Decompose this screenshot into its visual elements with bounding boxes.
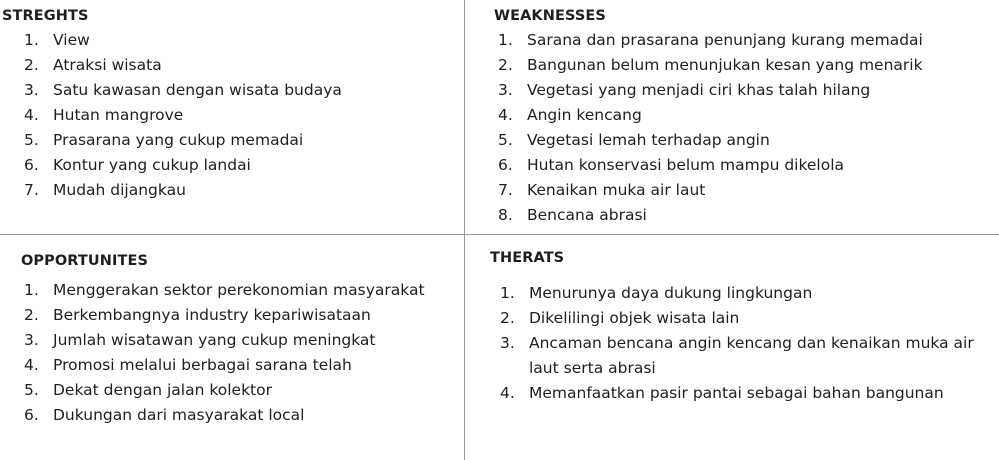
item-text: Hutan mangrove xyxy=(53,106,184,124)
threats-quadrant xyxy=(490,250,989,406)
item-number: 3. xyxy=(498,81,513,99)
item-text: Vegetasi yang menjadi ciri khas talah hilang xyxy=(527,81,871,99)
item-text: Menggerakan sektor perekonomian masyarakat xyxy=(53,281,425,299)
item-number: 2. xyxy=(500,309,515,327)
item-number: 5. xyxy=(24,381,39,399)
weaknesses-quadrant xyxy=(494,8,923,228)
item-number: 3. xyxy=(24,331,39,349)
item-number: 5. xyxy=(24,131,39,149)
item-text: Bencana abrasi xyxy=(527,206,647,224)
item-number: 1. xyxy=(500,284,515,302)
item-number: 3. xyxy=(500,334,515,352)
item-text: Satu kawasan dengan wisata budaya xyxy=(53,81,342,99)
list-item xyxy=(24,103,342,128)
item-number: 4. xyxy=(498,106,513,124)
threats-list xyxy=(500,281,989,406)
list-item xyxy=(500,306,989,331)
item-number: 7. xyxy=(24,181,39,199)
item-number: 2. xyxy=(24,306,39,324)
item-text: Menurunya daya dukung lingkungan xyxy=(529,284,813,302)
list-item xyxy=(24,178,342,203)
list-item xyxy=(24,328,425,353)
item-text: Dikelilingi objek wisata lain xyxy=(529,309,740,327)
item-number: 6. xyxy=(24,406,39,424)
item-number: 2. xyxy=(24,56,39,74)
list-item xyxy=(500,281,989,306)
item-number: 1. xyxy=(24,281,39,299)
item-text: Sarana dan prasarana penunjang kurang memadai xyxy=(527,31,923,49)
item-number: 6. xyxy=(498,156,513,174)
item-number: 6. xyxy=(24,156,39,174)
list-item xyxy=(498,78,923,103)
list-item xyxy=(24,78,342,103)
item-text: Angin kencang xyxy=(527,106,642,124)
item-text: Promosi melalui berbagai sarana telah xyxy=(53,356,352,374)
item-number: 1. xyxy=(24,31,39,49)
strengths-title: STREGHTS xyxy=(2,8,89,24)
item-text: Kenaikan muka air laut xyxy=(527,181,706,199)
item-number: 4. xyxy=(24,356,39,374)
list-item xyxy=(498,203,923,228)
item-text: Hutan konservasi belum mampu dikelola xyxy=(527,156,845,174)
opportunities-list xyxy=(24,278,425,428)
item-number: 4. xyxy=(500,384,515,402)
item-number: 7. xyxy=(498,181,513,199)
list-item xyxy=(500,331,989,381)
weaknesses-title: WEAKNESSES xyxy=(494,8,606,24)
item-number: 3. xyxy=(24,81,39,99)
opportunities-quadrant xyxy=(21,253,425,428)
item-text: Jumlah wisatawan yang cukup meningkat xyxy=(53,331,376,349)
vertical-divider xyxy=(464,0,465,460)
item-text: Memanfaatkan pasir pantai sebagai bahan bangunan xyxy=(529,384,944,402)
item-text: Berkembangnya industry kepariwisataan xyxy=(53,306,371,324)
strengths-quadrant xyxy=(2,8,342,203)
strengths-list xyxy=(24,28,342,203)
item-text: Dukungan dari masyarakat local xyxy=(53,406,305,424)
list-item xyxy=(24,353,425,378)
item-number: 1. xyxy=(498,31,513,49)
list-item xyxy=(24,278,425,303)
item-text: Prasarana yang cukup memadai xyxy=(53,131,304,149)
opportunities-title: OPPORTUNITES xyxy=(21,253,149,269)
weaknesses-list xyxy=(498,28,923,228)
list-item xyxy=(498,153,923,178)
item-text: View xyxy=(53,31,90,49)
list-item xyxy=(498,53,923,78)
item-number: 5. xyxy=(498,131,513,149)
list-item xyxy=(24,153,342,178)
list-item xyxy=(24,303,425,328)
item-text: Kontur yang cukup landai xyxy=(53,156,251,174)
list-item xyxy=(24,28,342,53)
list-item xyxy=(24,53,342,78)
horizontal-divider xyxy=(0,234,999,235)
list-item xyxy=(24,128,342,153)
threats-title: THERATS xyxy=(490,250,565,266)
item-number: 4. xyxy=(24,106,39,124)
item-number: 2. xyxy=(498,56,513,74)
list-item xyxy=(500,381,989,406)
item-text: Bangunan belum menunjukan kesan yang menarik xyxy=(527,56,923,74)
list-item xyxy=(24,403,425,428)
item-text: Ancaman bencana angin kencang dan kenaikan muka air laut serta abrasi xyxy=(529,334,974,377)
list-item xyxy=(498,178,923,203)
list-item xyxy=(498,128,923,153)
item-text: Atraksi wisata xyxy=(53,56,162,74)
item-number: 8. xyxy=(498,206,513,224)
item-text: Vegetasi lemah terhadap angin xyxy=(527,131,770,149)
list-item xyxy=(498,103,923,128)
item-text: Dekat dengan jalan kolektor xyxy=(53,381,272,399)
list-item xyxy=(498,28,923,53)
item-text: Mudah dijangkau xyxy=(53,181,186,199)
list-item xyxy=(24,378,425,403)
